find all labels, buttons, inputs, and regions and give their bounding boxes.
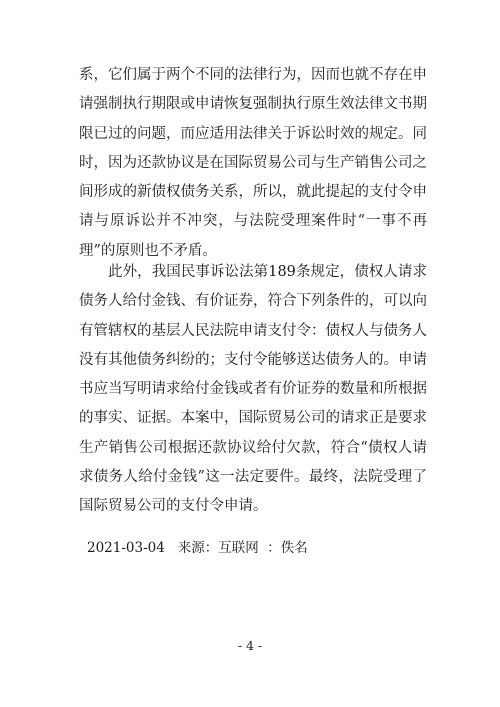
page-number: - 4 - [237,638,263,653]
paragraph-continuation: 系，它们属于两个不同的法律行为，因而也就不存在申请强制执行期限或申请恢复强制执行原生效法律文书期限已过的问题，而应适用法律关于诉讼时效的规定。同时，因为还款协议是在国际贸易公司与生产销售公司之间形成的新债权债务关系，所以，就此提起的支付令申请与原诉讼并不冲突，与法院受理案件时“一事不再理”的原则也不矛盾。 [79,67,427,259]
paragraph-payment-order: 此外，我国民事诉讼法第189条规定，债权人请求债务人给付金钱、有价证券，符合下列条件的，可以向有管辖权的基层人民法院申请支付令：债权人与债务人没有其他债务纠纷的；支付令能够送达债务人的。申请书应当写明请求给付金钱或者有价证券的数量和所根据的事实、证据。本案中，国际贸易公司的请求正是要求生产销售公司根据还款协议给付欠款，符合“债权人请求债务人给付金钱”这一法定要件。最终，法院受理了国际贸易公司的支付令申请。 [79,264,427,515]
source-meta-line: 2021-03-04 来源：互联网 ：佚名 [87,540,308,556]
